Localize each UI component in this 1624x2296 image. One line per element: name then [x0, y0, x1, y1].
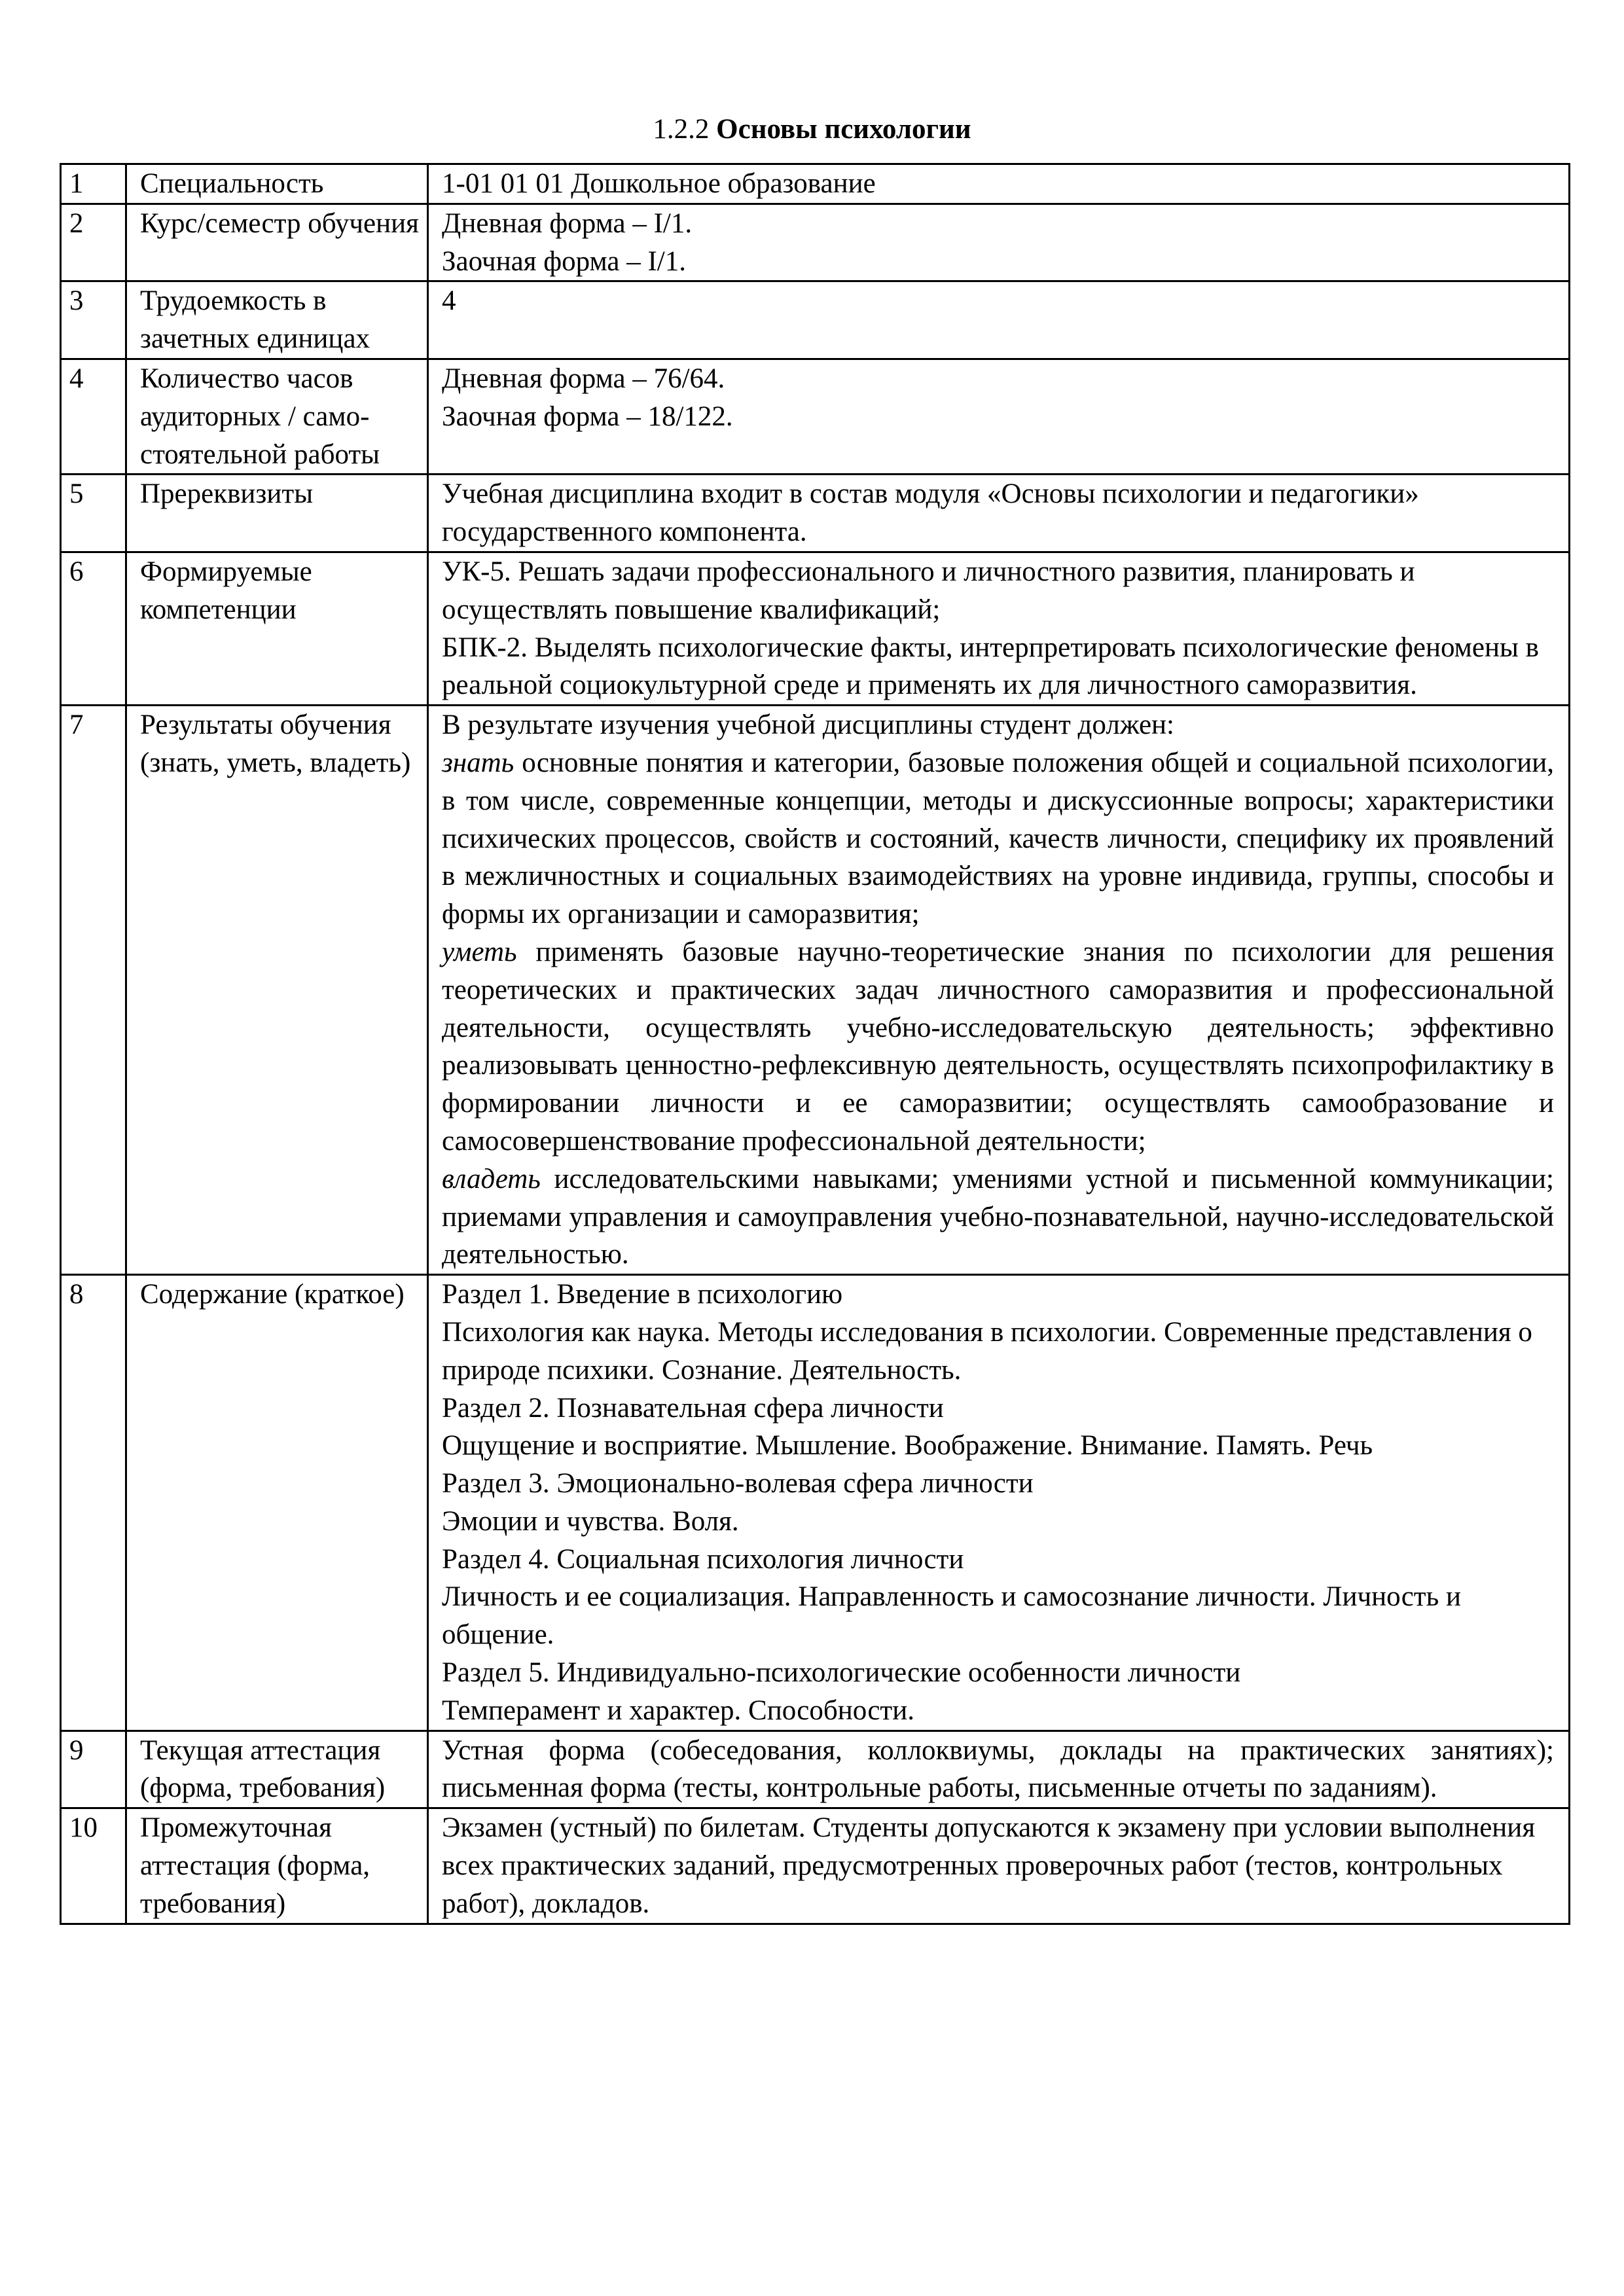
row-value	[428, 475, 1570, 552]
table-row	[61, 281, 1570, 359]
content-section-text: Личность и ее социализация. Направленность и самосознание личности. Личность и общение.	[442, 1581, 1461, 1651]
table-row	[61, 1731, 1570, 1808]
row-number: 9	[61, 1731, 126, 1808]
row-number: 6	[61, 552, 126, 705]
table-row	[61, 1275, 1570, 1731]
row-label: Специальность	[126, 164, 428, 204]
competence-uk5: УК-5. Решать задачи профессионального и личностного развития, планировать и осуществлять повышение квалификаций;	[442, 556, 1415, 625]
row-label: Результаты обучения (знать, уметь, владеть)	[126, 706, 428, 1275]
row-number: 10	[61, 1808, 126, 1924]
row-value	[428, 1731, 1570, 1808]
value-paragraph: Экзамен (устный) по билетам. Студенты допускаются к экзамену при условии выполнения всех практических заданий, предусмотренных проверочных работ (тестов, контрольных работ), докладов.	[442, 1812, 1536, 1919]
row-label: Курс/семестр обучения	[126, 204, 428, 281]
value-line: Дневная форма – 76/64.	[442, 363, 725, 394]
discipline-name: Основы психологии	[716, 114, 971, 145]
content-section-title: Раздел 2. Познавательная сфера личности	[442, 1392, 944, 1424]
row-value	[428, 164, 1570, 204]
table-row	[61, 552, 1570, 705]
row-value	[428, 359, 1570, 474]
row-label: Содержание (краткое)	[126, 1275, 428, 1731]
row-value	[428, 706, 1570, 1275]
value-line: Дневная форма – I/1.	[442, 207, 693, 239]
row-number: 3	[61, 281, 126, 359]
content-section-text: Эмоции и чувства. Воля.	[442, 1505, 739, 1537]
page-title	[0, 110, 1624, 149]
results-know	[442, 744, 1554, 933]
own-text: исследовательскими навыками; умениями устной и письменной коммуникации; приемами управления и самоуправления учебно-познавательной, научно-исследовательской деятельностью.	[442, 1163, 1554, 1270]
value-line: Заочная форма – 18/122.	[442, 401, 733, 432]
own-term: владеть	[442, 1163, 541, 1194]
row-label: Формируемые компетенции	[126, 552, 428, 705]
table-row	[61, 1808, 1570, 1924]
row-value	[428, 281, 1570, 359]
know-text: основные понятия и категории, базовые положения общей и социальной психологии, в том числе, современные концепции, методы и дискуссионные вопросы; характеристики психических процессов, свойств и состояний, качеств личности, специфику их проявлений в межличностных и социальных взаимодействиях на уровне индивида, группы, способы и формы их организации и саморазвития;	[442, 747, 1555, 930]
content-section-title: Раздел 3. Эмоционально-волевая сфера личности	[442, 1468, 1034, 1499]
table-row	[61, 164, 1570, 204]
table-row	[61, 475, 1570, 552]
value-line: 4	[442, 285, 456, 317]
content-section-title: Раздел 1. Введение в психологию	[442, 1279, 843, 1310]
results-intro: В результате изучения учебной дисциплины студент должен:	[442, 709, 1175, 741]
row-label: Трудоемкость в зачетных единицах	[126, 281, 428, 359]
value-line: Заочная форма – I/1.	[442, 245, 686, 277]
row-value	[428, 1275, 1570, 1731]
results-own	[442, 1160, 1554, 1274]
can-text: применять базовые научно-теоретические знания по психологии для решения теоретических и практических задач личностного саморазвития и профессиональной деятельности, осуществлять учебно-исследовательскую деятельность; эффективно реализовывать ценностно-рефлексивную деятельность, осуществлять психопрофилактику в формировании личности и ее саморазвитии; осуществлять самообразование и самосовершенствование профессиональной деятельности;	[442, 936, 1554, 1157]
row-number: 5	[61, 475, 126, 552]
content-section-text: Психология как наука. Методы исследования в психологии. Современные представления о природе психики. Сознание. Деятельность.	[442, 1316, 1532, 1386]
row-label: Текущая аттестация (форма, требования)	[126, 1731, 428, 1808]
content-section-text: Темперамент и характер. Способности.	[442, 1695, 914, 1726]
row-number: 1	[61, 164, 126, 204]
section-number: 1.2.2	[653, 114, 710, 145]
row-value	[428, 204, 1570, 281]
row-value	[428, 552, 1570, 705]
row-label: Количество часов аудиторных / само-стоятельной работы	[126, 359, 428, 474]
can-term: уметь	[442, 936, 517, 967]
row-number: 2	[61, 204, 126, 281]
content-section-title: Раздел 4. Социальная психология личности	[442, 1543, 964, 1575]
row-number: 7	[61, 706, 126, 1275]
value-paragraph: Устная форма (собеседования, коллоквиумы, доклады на практических занятиях); письменная форма (тесты, контрольные работы, письменные отчеты по заданиям).	[442, 1734, 1554, 1804]
content-section-title: Раздел 5. Индивидуально-психологические особенности личности	[442, 1657, 1241, 1689]
discipline-table	[60, 163, 1570, 1925]
value-line: 1-01 01 01 Дошкольное образование	[442, 168, 876, 199]
value-paragraph: Учебная дисциплина входит в состав модуля «Основы психологии и педагогики» государственного компонента.	[442, 478, 1419, 548]
row-number: 8	[61, 1275, 126, 1731]
know-term: знать	[442, 747, 514, 778]
row-number: 4	[61, 359, 126, 474]
row-label: Промежуточная аттестация (форма, требования)	[126, 1808, 428, 1924]
content-section-text: Ощущение и восприятие. Мышление. Воображение. Внимание. Память. Речь	[442, 1430, 1373, 1462]
table-row	[61, 359, 1570, 474]
row-value	[428, 1808, 1570, 1924]
competence-bpk2: БПК-2. Выделять психологические факты, интерпретировать психологические феномены в реальной социокультурной среде и применять их для личностного саморазвития.	[442, 632, 1539, 701]
table-row	[61, 204, 1570, 281]
results-can	[442, 933, 1554, 1160]
table-row	[61, 706, 1570, 1275]
row-label: Пререквизиты	[126, 475, 428, 552]
